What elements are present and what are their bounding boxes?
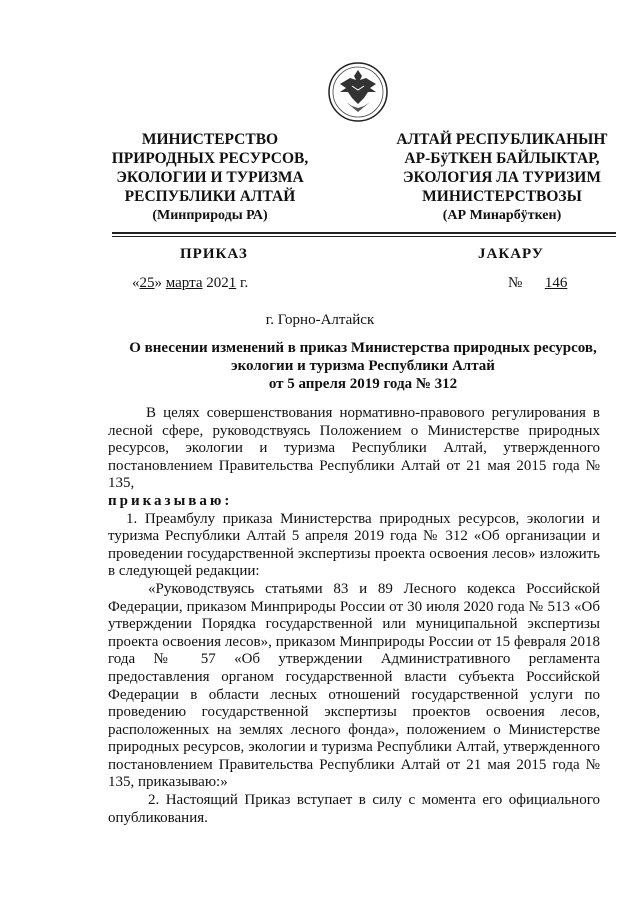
date-day: 25	[139, 275, 155, 291]
header-line: АЛТАЙ РЕСПУБЛИКАНЫҤ	[396, 131, 608, 148]
intro-paragraph: В целях совершенствования нормативно-правового регулирования в лесной сфере, руководствуясь Положением о Министерстве природных ресурсов, экологии и туризма Республики Алтай, утвержденного постановлением Правительства Республики Алтай от 21 мая 2015 года № 135,	[108, 405, 600, 492]
date-year-suffix: г.	[236, 275, 249, 291]
order-number	[508, 275, 586, 292]
header-line: ПРИРОДНЫХ РЕСУРСОВ,	[111, 150, 309, 167]
ministry-header-russian	[110, 130, 310, 225]
coat-of-arms-emblem	[326, 58, 390, 124]
title-line: от 5 апреля 2019 года № 312	[268, 376, 458, 392]
header-divider-thick	[112, 232, 616, 234]
header-line: МИНИСТЕРСТВО	[141, 131, 279, 148]
document-title	[108, 339, 618, 393]
date-month: марта	[165, 275, 203, 291]
header-line: РЕСПУБЛИКИ АЛТАЙ	[124, 188, 296, 205]
header-abbreviation: (Минприроды РА)	[152, 208, 268, 223]
header-line: ЭКОЛОГИИ И ТУРИЗМА	[116, 169, 304, 186]
order-date	[132, 275, 248, 292]
item-2-paragraph: 2. Настоящий Приказ вступает в силу с момента его официального опубликования.	[108, 792, 600, 826]
date-year-prefix: 202	[202, 275, 229, 291]
doc-type-altai: JАКАРУ	[478, 246, 544, 262]
item-1-paragraph: 1. Преамбулу приказа Министерства природных ресурсов, экологии и туризма Республики Алтай 5 апреля 2019 года № 312 «Об организации и проведении государственной экспертизы проекта освоения лесов» изложить в следующей редакции:	[108, 510, 600, 580]
ministry-header-altai	[388, 130, 616, 225]
title-line: экологии и туризма Республики Алтай	[231, 358, 495, 374]
header-abbreviation: (АР Минарбÿткен)	[442, 208, 562, 223]
date-close-quote: »	[154, 275, 166, 291]
document-body	[108, 405, 600, 827]
doc-type-russian: ПРИКАЗ	[180, 246, 248, 262]
number-label: №	[508, 275, 523, 291]
header-line: АР-БÿТКЕН БАЙЛЫКТАР,	[404, 150, 600, 167]
city: г. Горно-Алтайск	[265, 312, 375, 328]
title-line: О внесении изменений в приказ Министерства природных ресурсов,	[129, 340, 597, 356]
header-line: ЭКОЛОГИЯ ЛА ТУРИЗИМ	[403, 169, 601, 186]
header-line: МИНИСТЕРСТВОЗЫ	[422, 188, 582, 205]
date-open-quote: «	[132, 275, 140, 291]
number-value: 146	[544, 275, 568, 291]
header-divider-thin	[112, 236, 616, 237]
order-word: приказываю:	[108, 492, 233, 509]
quoted-preamble: «Руководствуясь статьями 83 и 89 Лесного кодекса Российской Федерации, приказом Минприроды России от 30 июля 2020 года № 513 «Об утверждении Порядка государственной или муниципальной экспертизы проекта освоения лесов», приказом Минприроды России от 15 февраля 2018 года № 57 «Об утверждении Административного регламента предоставления органом государственной власти субъекта Российской Федерации в области лесных отношений государственной услуги по проведению государственной экспертизы проектов освоения лесов, расположенных на землях лесного фонда», положением о Министерстве природных ресурсов, экологии и туризма Республики Алтай, утвержденного постановлением Правительства Республики Алтай от 21 мая 2015 года № 135, приказываю:»	[108, 580, 600, 791]
date-year-last-digit: 1	[228, 275, 237, 291]
